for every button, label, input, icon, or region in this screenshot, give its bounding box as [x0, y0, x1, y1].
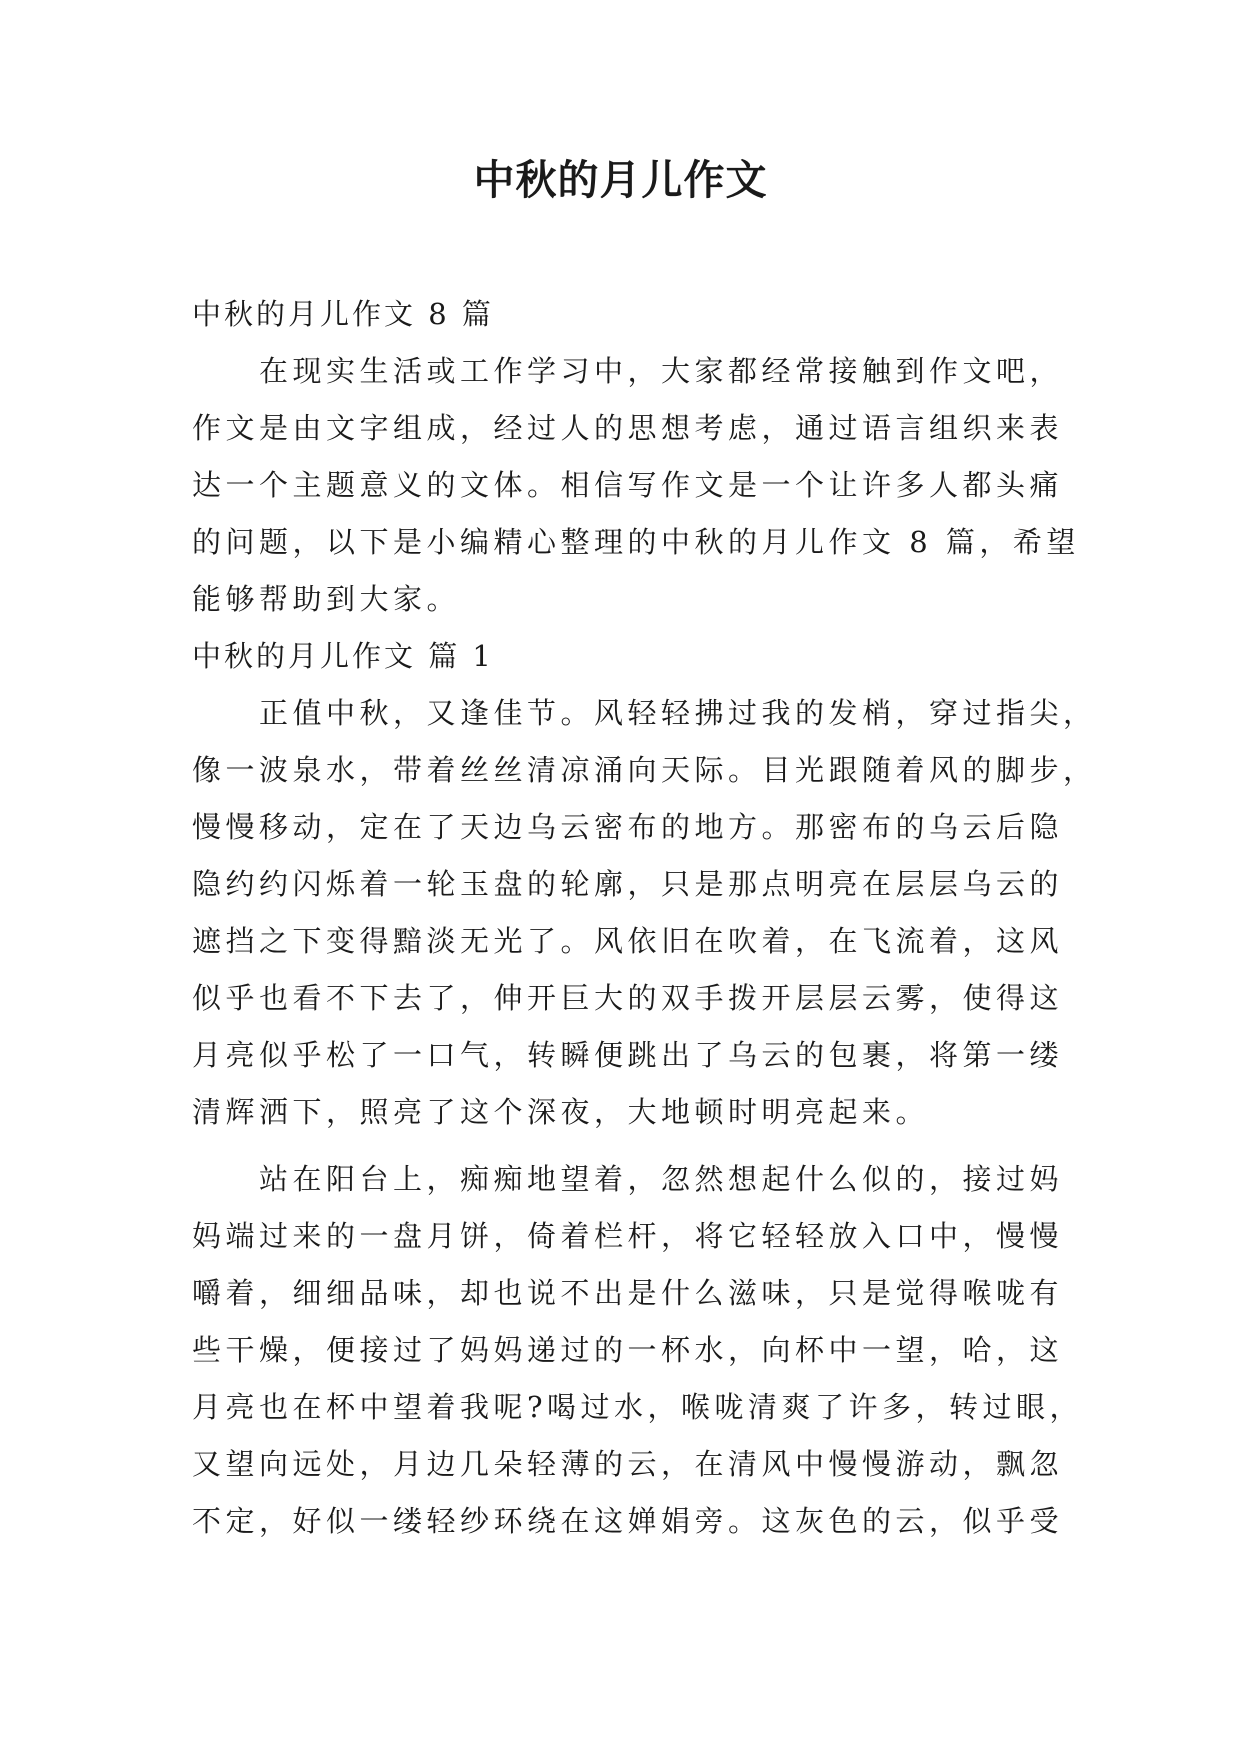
paragraph-line: 些干燥，便接过了妈妈递过的一杯水，向杯中一望，哈，这 [192, 1333, 1064, 1367]
intro-line: 能够帮助到大家。 [192, 582, 461, 616]
document-title: 中秋的月儿作文 [473, 156, 768, 204]
paragraph-line: 清辉洒下，照亮了这个深夜，大地顿时明亮起来。 [192, 1095, 930, 1129]
paragraph-line: 站在阳台上，痴痴地望着，忽然想起什么似的，接过妈 [192, 1162, 1064, 1196]
paragraph-line: 隐约约闪烁着一轮玉盘的轮廓，只是那点明亮在层层乌云的 [192, 867, 1064, 901]
intro-line: 达一个主题意义的文体。相信写作文是一个让许多人都头痛 [192, 468, 1064, 502]
paragraph-line: 嚼着，细细品味，却也说不出是什么滋味，只是觉得喉咙有 [192, 1276, 1064, 1310]
paragraph-line: 像一波泉水，带着丝丝清凉涌向天际。目光跟随着风的脚步， [192, 753, 1097, 787]
paragraph-line: 似乎也看不下去了，伸开巨大的双手拨开层层云雾，使得这 [192, 981, 1064, 1015]
paragraph-line: 又望向远处，月边几朵轻薄的云，在清风中慢慢游动，飘忽 [192, 1447, 1064, 1481]
paragraph-spacer [192, 1141, 1072, 1151]
paragraph-line: 不定，好似一缕轻纱环绕在这婵娟旁。这灰色的云，似乎受 [192, 1504, 1064, 1538]
paragraph-line: 月亮也在杯中望着我呢?喝过水，喉咙清爽了许多，转过眼， [192, 1390, 1084, 1424]
section-heading: 中秋的月儿作文 篇 1 [192, 639, 494, 673]
paragraph-line: 正值中秋，又逢佳节。风轻轻拂过我的发梢，穿过指尖， [192, 696, 1097, 730]
intro-line: 在现实生活或工作学习中，大家都经常接触到作文吧， [192, 354, 1064, 388]
intro-paragraph [192, 343, 1080, 628]
paragraph-line: 遮挡之下变得黯淡无光了。风依旧在吹着，在飞流着，这风 [192, 924, 1064, 958]
subtitle: 中秋的月儿作文 8 篇 [192, 297, 494, 331]
document-body [192, 286, 1097, 1550]
paragraph-2 [192, 1151, 1084, 1550]
paragraph-line: 慢慢移动，定在了天边乌云密布的地方。那密布的乌云后隐 [192, 810, 1064, 844]
paragraph-line: 妈端过来的一盘月饼，倚着栏杆，将它轻轻放入口中，慢慢 [192, 1219, 1064, 1253]
paragraph-line: 月亮似乎松了一口气，转瞬便跳出了乌云的包裹，将第一缕 [192, 1038, 1064, 1072]
paragraph-1 [192, 685, 1097, 1141]
intro-line: 的问题，以下是小编精心整理的中秋的月儿作文 8 篇，希望 [192, 525, 1080, 559]
intro-line: 作文是由文字组成，经过人的思想考虑，通过语言组织来表 [192, 411, 1064, 445]
